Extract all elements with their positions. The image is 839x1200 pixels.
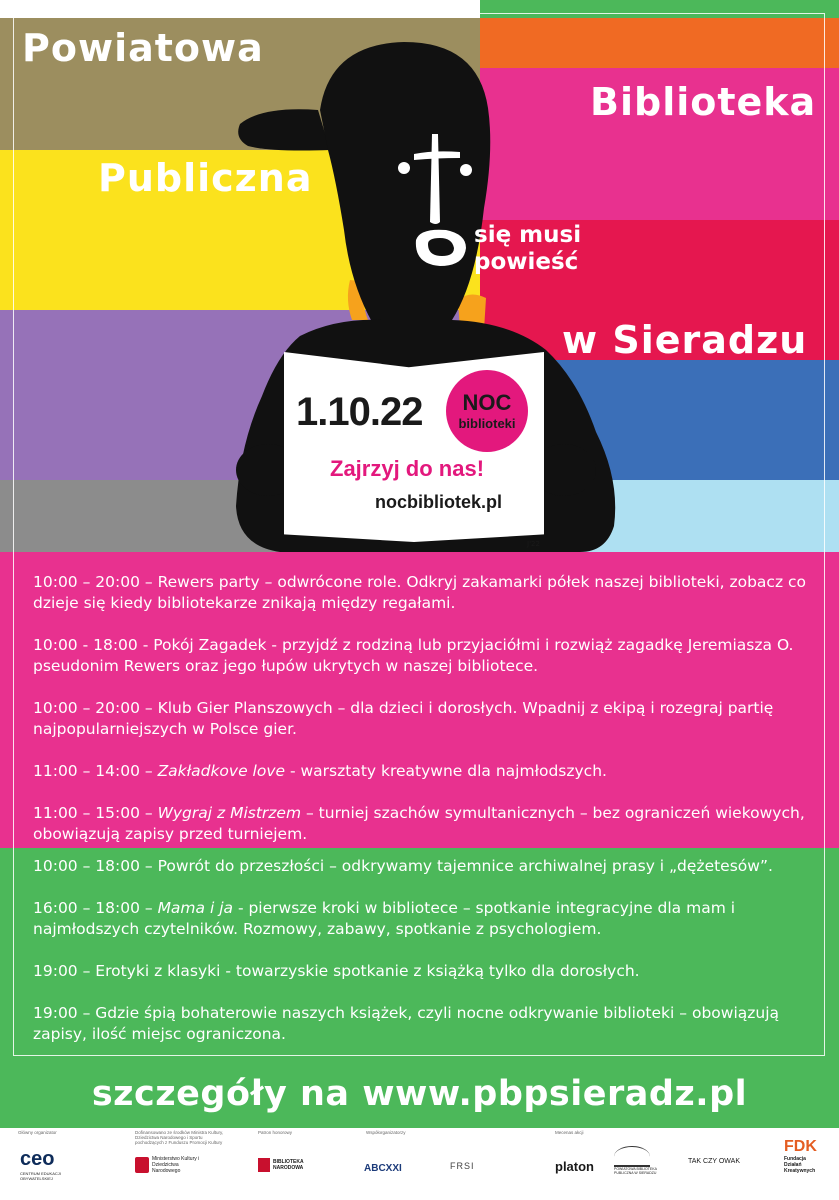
frsi-logo-text: FRSI (450, 1161, 475, 1171)
pbp-logo-text: POWIATOWA BIBLIOTEKA PUBLICZNA W SIERADZU (614, 1167, 657, 1175)
event-title: Klub Gier Planszowych (157, 699, 333, 717)
ceo-logo[interactable] (20, 1148, 70, 1181)
event-item (33, 961, 823, 982)
fdk-icon: FDK (784, 1138, 817, 1155)
event-item (33, 803, 823, 845)
fdk-logo-text: Fundacja Działań Kreatywnych (784, 1156, 816, 1174)
platon-logo-text: platon (555, 1159, 594, 1174)
label-patron: Mecenas akcji (555, 1130, 584, 1135)
slogan-line1: się musi (474, 222, 582, 248)
eagle-icon (135, 1157, 149, 1173)
label-coorganizers: Współorganizatorzy (366, 1130, 406, 1135)
event-time: 10:00 - 18:00 - (33, 636, 149, 654)
event-description: – dla dzieci i dorosłych. Wpadnij z ekipą i rozegraj partię najpopularniejszych w Polsce gier. (33, 699, 774, 738)
event-time: 10:00 – 20:00 – (33, 699, 153, 717)
label-main-organizer: Główny organizator (18, 1130, 57, 1135)
event-item (33, 898, 823, 940)
pbp-logo[interactable] (614, 1146, 664, 1175)
bn-icon (258, 1158, 270, 1172)
frsi-logo[interactable] (450, 1156, 475, 1174)
events-pink-list (33, 572, 823, 845)
artist-signature: J'22 (527, 540, 540, 548)
title-powiatowa: Powiatowa (22, 26, 264, 70)
event-title: Wygraj z Mistrzem (157, 804, 302, 822)
event-item (33, 698, 823, 740)
event-title: Mama i ja (157, 899, 233, 917)
event-time: 10:00 – 18:00 – (33, 857, 153, 875)
bn-logo-text: BIBLIOTEKA NARODOWA (273, 1159, 304, 1171)
face-eye-left (398, 162, 410, 174)
slogan (474, 222, 604, 276)
takczy-logo-text: TAK CZY OWAK (688, 1158, 740, 1165)
ministry-logo-text: Ministerstwo Kultury i Dziedzictwa Narodowego (152, 1156, 200, 1174)
cta-text: Zajrzyj do nas! (330, 456, 485, 481)
abcxxi-logo[interactable] (364, 1158, 402, 1176)
title-publiczna: Publiczna (98, 156, 313, 200)
label-honorary-patron: Patron honorowy (258, 1130, 293, 1135)
ceo-logo-sub: CENTRUM EDUKACJI OBYWATELSKIEJ (20, 1171, 61, 1181)
tree-icon (614, 1146, 650, 1167)
event-description: – turniej szachów symultanicznych – bez ograniczeń wiekowych, obowiązują zapisy przed turniejem. (33, 804, 805, 843)
title-biblioteka: Biblioteka (590, 80, 817, 124)
event-time: 11:00 – 15:00 – (33, 804, 153, 822)
event-description: – odwrócone role. Odkryj zakamarki półek naszej biblioteki, zobacz co dzieje się kiedy bibliotekarze znikają między regałami. (33, 573, 807, 612)
event-item (33, 1003, 823, 1045)
fdk-logo[interactable] (784, 1138, 824, 1174)
event-title: Pokój Zagadek (153, 636, 267, 654)
event-date: 1.10.22 (296, 390, 423, 434)
ceo-logo-text: ceo (20, 1148, 55, 1170)
event-item (33, 856, 823, 877)
sponsors-footer (0, 1128, 839, 1200)
event-title: Gdzie śpią bohaterowie naszych książek, czyli nocne odkrywanie biblioteki (95, 1004, 675, 1022)
abcxxi-logo-text: ABCXXI (364, 1163, 402, 1174)
platon-logo[interactable] (555, 1158, 594, 1176)
bn-logo[interactable] (258, 1158, 313, 1172)
label-funding: Dofinansowano ze środków Ministra Kultury, Dziedzictwa Narodowego i Sportu pochodzących z Funduszu Promocji Kultury (135, 1130, 224, 1145)
event-description: - towarzyskie spotkanie z książką tylko dla dorosłych. (225, 962, 640, 980)
event-time: 11:00 – 14:00 – (33, 762, 153, 780)
event-time: 16:00 – 18:00 – (33, 899, 153, 917)
head (320, 42, 490, 322)
event-description: – odkrywamy tajemnice archiwalnej prasy i „dężetesów”. (329, 857, 773, 875)
event-title: Rewers party (157, 573, 260, 591)
event-time: 10:00 – 20:00 – (33, 573, 153, 591)
event-title: Powrót do przeszłości (157, 857, 325, 875)
logo-word-bibliotek: biblioteki (458, 416, 516, 431)
event-item (33, 761, 823, 782)
slogan-line2: powieść (474, 249, 579, 275)
takczy-logo[interactable] (688, 1150, 740, 1168)
ministry-logo[interactable] (135, 1156, 207, 1174)
event-time: 19:00 – (33, 1004, 91, 1022)
event-title: Erotyki z klasyki (95, 962, 221, 980)
event-time: 19:00 – (33, 962, 91, 980)
event-description: - pierwsze kroki w bibliotece – spotkanie integracyjne dla mam i najmłodszych czytelników. Rozmowy, zabawy, spotkanie z psychologiem. (33, 899, 736, 938)
event-description: – obowiązują zapisy, ilość miejsc ograniczona. (33, 1004, 780, 1043)
cap-brim (238, 109, 330, 150)
event-item (33, 635, 823, 677)
details-website[interactable]: szczegóły na www.pbpsieradz.pl (91, 1074, 748, 1114)
event-description: - warsztaty kreatywne dla najmłodszych. (289, 762, 607, 780)
events-green-list (33, 856, 823, 1045)
event-description: - przyjdź z rodziną lub przyjaciółmi i rozwiąż zagadkę Jeremiasza O. pseudonim Rewers oraz jego łupów ukrytych w naszej bibliotece. (33, 636, 794, 675)
logo-word-noc: NOC (462, 390, 512, 415)
title-w-sieradzu: w Sieradzu (562, 318, 808, 362)
noc-url[interactable]: nocbibliotek.pl (375, 492, 503, 512)
face-eye-right (460, 164, 472, 176)
event-item (33, 572, 823, 614)
event-title: Zakładkove love (157, 762, 286, 780)
